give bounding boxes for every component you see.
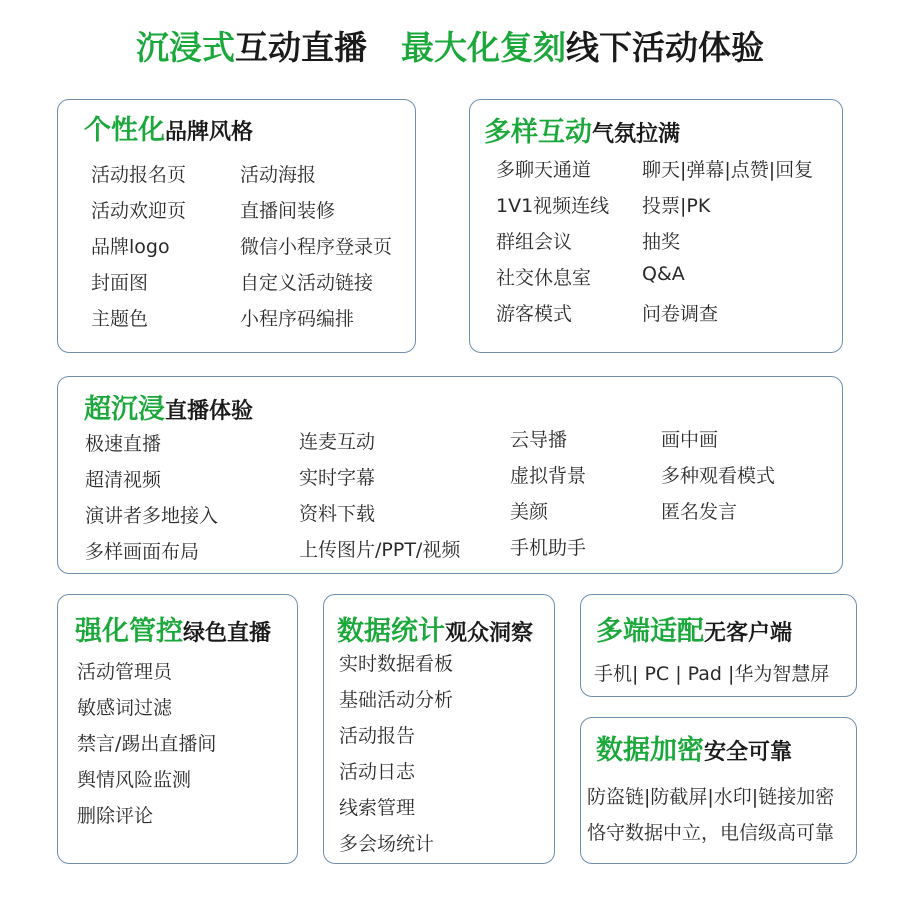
- list-item: 美颜: [510, 501, 549, 523]
- list-item: 封面图: [91, 272, 149, 294]
- list-item: 基础活动分析: [339, 689, 454, 711]
- list-item: 资料下载: [299, 503, 376, 525]
- panel-title: [484, 110, 680, 149]
- list-item: 微信小程序登录页: [240, 236, 393, 258]
- list-item: 舆情风险监测: [77, 769, 192, 791]
- list-item: 多样画面布局: [85, 541, 200, 563]
- list-item: 演讲者多地接入: [85, 505, 219, 527]
- list-item: 多会场统计: [339, 833, 435, 855]
- panel-immersive-live: [57, 376, 843, 574]
- list-item: 手机| PC | Pad |华为智慧屏: [594, 663, 830, 685]
- list-item: 活动欢迎页: [91, 200, 187, 222]
- list-item: 游客模式: [496, 303, 573, 325]
- panel-interaction: [469, 99, 843, 353]
- list-item: Q&A: [642, 263, 685, 285]
- panel-title-green: 数据加密: [596, 735, 704, 766]
- list-item: 1V1视频连线: [496, 195, 610, 217]
- list-item: 云导播: [510, 429, 568, 451]
- panel-title-green: 数据统计: [337, 616, 445, 647]
- panel-data-encryption: [580, 717, 857, 864]
- panel-title-dark: 绿色直播: [183, 621, 272, 646]
- panel-title: [596, 728, 792, 767]
- headline-part2-dark: 线下活动体验: [566, 28, 764, 67]
- panel-title-dark: 无客户端: [704, 621, 793, 646]
- panel-title: [84, 108, 253, 147]
- list-item: 投票|PK: [642, 195, 711, 217]
- list-item: 社交休息室: [496, 267, 592, 289]
- list-item: 防盗链|防截屏|水印|链接加密: [587, 786, 835, 808]
- panel-title: [84, 387, 253, 426]
- panel-title-dark: 直播体验: [165, 399, 254, 424]
- list-item: 极速直播: [85, 433, 162, 455]
- list-item: 小程序码编排: [240, 308, 355, 330]
- list-item: 活动报名页: [91, 164, 187, 186]
- list-item: 直播间装修: [240, 200, 336, 222]
- list-item: 抽奖: [642, 231, 681, 253]
- list-item: 活动管理员: [77, 661, 173, 683]
- list-item: 多聊天通道: [496, 159, 592, 181]
- panel-title-dark: 安全可靠: [704, 740, 793, 765]
- list-item: 聊天|弹幕|点赞|回复: [642, 159, 814, 181]
- headline-part1-dark: 互动直播: [235, 28, 367, 67]
- panel-title-green: 个性化: [84, 115, 165, 146]
- list-item: 活动报告: [339, 725, 416, 747]
- panel-title: [337, 609, 533, 648]
- list-item: 实时数据看板: [339, 653, 454, 675]
- list-item: 多种观看模式: [661, 465, 776, 487]
- list-item: 虚拟背景: [510, 465, 587, 487]
- panel-title-green: 多样互动: [484, 117, 592, 148]
- panel-data-statistics: [323, 594, 555, 864]
- list-item: 恪守数据中立，电信级高可靠: [587, 822, 835, 844]
- panel-title: [75, 609, 271, 648]
- list-item: 删除评论: [77, 805, 154, 827]
- list-item: 手机助手: [510, 537, 587, 559]
- panel-title-green: 超沉浸: [84, 394, 165, 425]
- headline-part2-green: 最大化复刻: [401, 28, 566, 67]
- list-item: 活动日志: [339, 761, 416, 783]
- panel-title-dark: 观众洞察: [445, 621, 534, 646]
- list-item: 问卷调查: [642, 303, 719, 325]
- panel-title-dark: 品牌风格: [165, 120, 254, 145]
- page-headline: [0, 22, 900, 69]
- panel-brand-style: [57, 99, 416, 353]
- list-item: 敏感词过滤: [77, 697, 173, 719]
- list-item: 线索管理: [339, 797, 416, 819]
- list-item: 群组会议: [496, 231, 573, 253]
- list-item: 活动海报: [240, 164, 317, 186]
- panel-title-dark: 气氛拉满: [592, 122, 681, 147]
- panel-multi-device: [580, 594, 857, 697]
- panel-title: [596, 609, 792, 648]
- headline-part1-green: 沉浸式: [136, 28, 235, 67]
- list-item: 主题色: [91, 308, 149, 330]
- list-item: 自定义活动链接: [240, 272, 374, 294]
- list-item: 超清视频: [85, 469, 162, 491]
- list-item: 品牌logo: [91, 236, 170, 258]
- list-item: 实时字幕: [299, 467, 376, 489]
- list-item: 禁言/踢出直播间: [77, 733, 217, 755]
- list-item: 匿名发言: [661, 501, 738, 523]
- list-item: 上传图片/PPT/视频: [299, 539, 461, 561]
- panel-title-green: 强化管控: [75, 616, 183, 647]
- list-item: 画中画: [661, 429, 719, 451]
- list-item: 连麦互动: [299, 431, 376, 453]
- panel-enhanced-control: [57, 594, 298, 864]
- panel-title-green: 多端适配: [596, 616, 704, 647]
